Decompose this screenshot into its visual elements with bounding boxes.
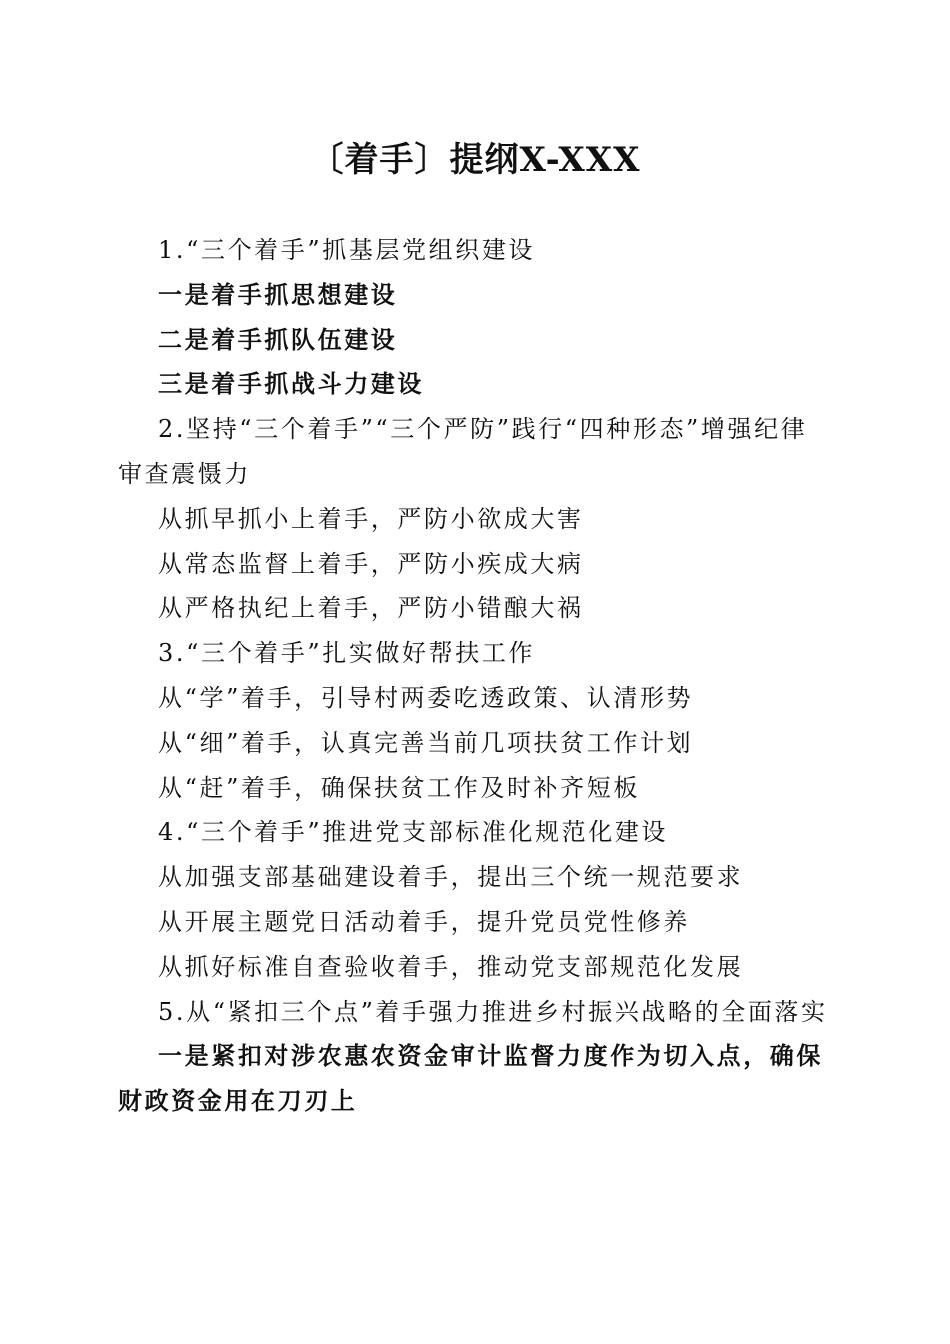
section-heading-4: 4.“三个着手”推进党支部标准化规范化建设 xyxy=(158,818,669,847)
section-3-point-2: 从“细”着手，认真完善当前几项扶贫工作计划 xyxy=(158,728,694,757)
section-2-point-2: 从常态监督上着手，严防小疾成大病 xyxy=(158,549,584,578)
section-3-point-3: 从“赶”着手，确保扶贫工作及时补齐短板 xyxy=(158,773,640,802)
document-body xyxy=(118,228,830,1124)
section-heading-3: 3.“三个着手”扎实做好帮扶工作 xyxy=(158,639,536,668)
section-1-point-1: 一是着手抓思想建设 xyxy=(158,279,398,309)
section-1-point-3: 三是着手抓战斗力建设 xyxy=(158,369,424,399)
section-4-point-1: 从加强支部基础建设着手，提出三个统一规范要求 xyxy=(158,863,744,892)
section-4-point-2: 从开展主题党日活动着手，提升党员党性修养 xyxy=(158,907,690,936)
section-heading-5: 5.从“紧扣三个点”着手强力推进乡村振兴战略的全面落实 xyxy=(158,997,828,1026)
section-2-point-3: 从严格执纪上着手，严防小错酿大祸 xyxy=(158,594,584,623)
section-heading-1: 1.“三个着手”抓基层党组织建设 xyxy=(158,236,536,264)
section-2-point-1: 从抓早抓小上着手，严防小欲成大害 xyxy=(158,504,584,533)
section-4-point-3: 从抓好标准自查验收着手，推动党支部规范化发展 xyxy=(158,952,744,981)
section-heading-2: 2.坚持“三个着手”“三个严防”践行“四种形态”增强纪律审查震慑力 xyxy=(118,415,808,488)
section-3-point-1: 从“学”着手，引导村两委吃透政策、认清形势 xyxy=(158,683,694,712)
document-title: 〔着手〕提纲X-XXX xyxy=(309,140,641,180)
section-1-point-2: 二是着手抓队伍建设 xyxy=(158,324,398,354)
section-5-point-1: 一是紧扣对涉农惠农资金审计监督力度作为切入点，确保财政资金用在刀刃上 xyxy=(118,1041,823,1116)
